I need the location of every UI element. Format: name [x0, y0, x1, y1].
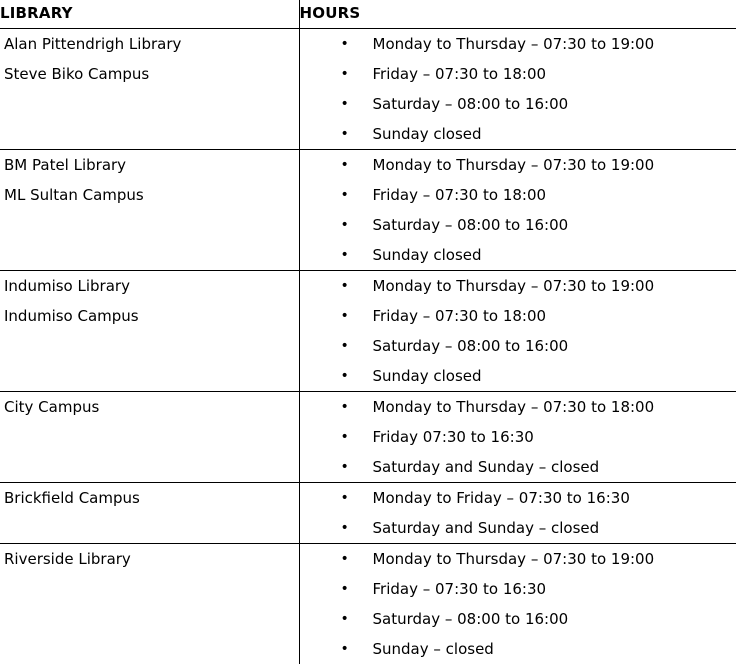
table-row: [0, 392, 736, 483]
bullet-icon: •: [340, 581, 349, 597]
library-column-header: LIBRARY: [0, 0, 299, 29]
hours-list-item: [300, 89, 736, 119]
hours-list: [300, 483, 736, 543]
hours-text: Sunday closed: [372, 367, 482, 385]
campus-name: Steve Biko Campus: [4, 65, 150, 83]
library-name-cell: [0, 544, 299, 665]
table-row: [0, 483, 736, 544]
library-name: City Campus: [4, 398, 100, 416]
hours-text: Saturday and Sunday – closed: [372, 519, 600, 537]
hours-list: [300, 150, 736, 270]
hours-list-item: [300, 452, 736, 482]
hours-text: Friday – 07:30 to 18:00: [372, 65, 547, 83]
bullet-icon: •: [340, 490, 349, 506]
bullet-icon: •: [340, 308, 349, 324]
hours-cell: [299, 483, 736, 544]
bullet-icon: •: [340, 429, 349, 445]
hours-text: Sunday closed: [372, 246, 482, 264]
hours-list-item: [300, 240, 736, 270]
hours-list-item: [300, 331, 736, 361]
hours-list-item: [300, 271, 736, 301]
hours-text: Sunday – closed: [372, 640, 494, 658]
library-name: Indumiso Library: [4, 277, 130, 295]
hours-list-item: [300, 483, 736, 513]
library-name-cell: [0, 29, 299, 150]
hours-text: Friday 07:30 to 16:30: [372, 428, 534, 446]
hours-list: [300, 29, 736, 149]
hours-list-item: [300, 422, 736, 452]
hours-list-item: [300, 119, 736, 149]
bullet-icon: •: [340, 217, 349, 233]
library-name-cell: [0, 150, 299, 271]
bullet-icon: •: [340, 551, 349, 567]
bullet-icon: •: [340, 126, 349, 142]
bullet-icon: •: [340, 338, 349, 354]
hours-text: Sunday closed: [372, 125, 482, 143]
table-row: [0, 29, 736, 150]
bullet-icon: •: [340, 520, 349, 536]
bullet-icon: •: [340, 611, 349, 627]
hours-list-item: [300, 361, 736, 391]
bullet-icon: •: [340, 278, 349, 294]
hours-text: Monday to Thursday – 07:30 to 18:00: [372, 398, 655, 416]
hours-list-item: [300, 604, 736, 634]
bullet-icon: •: [340, 247, 349, 263]
hours-cell: [299, 150, 736, 271]
hours-list-item: [300, 150, 736, 180]
hours-list-item: [300, 544, 736, 574]
campus-name: ML Sultan Campus: [4, 186, 144, 204]
hours-text: Friday – 07:30 to 18:00: [372, 186, 547, 204]
bullet-icon: •: [340, 399, 349, 415]
hours-text: Monday to Thursday – 07:30 to 19:00: [372, 550, 655, 568]
hours-cell: [299, 544, 736, 665]
table-row: [0, 271, 736, 392]
hours-text: Monday to Thursday – 07:30 to 19:00: [372, 35, 655, 53]
bullet-icon: •: [340, 368, 349, 384]
bullet-icon: •: [340, 641, 349, 657]
table-row: [0, 544, 736, 665]
hours-text: Friday – 07:30 to 16:30: [372, 580, 547, 598]
library-rows: [0, 29, 736, 665]
hours-list-item: [300, 59, 736, 89]
bullet-icon: •: [340, 66, 349, 82]
hours-text: Saturday – 08:00 to 16:00: [372, 95, 569, 113]
hours-cell: [299, 392, 736, 483]
table-header-row: [0, 0, 736, 29]
hours-list-item: [300, 210, 736, 240]
table-row: [0, 150, 736, 271]
hours-text: Saturday – 08:00 to 16:00: [372, 610, 569, 628]
hours-cell: [299, 271, 736, 392]
hours-text: Saturday – 08:00 to 16:00: [372, 337, 569, 355]
bullet-icon: •: [340, 96, 349, 112]
campus-name: Indumiso Campus: [4, 307, 139, 325]
hours-text: Monday to Friday – 07:30 to 16:30: [372, 489, 630, 507]
hours-list-item: [300, 301, 736, 331]
hours-list-item: [300, 574, 736, 604]
library-name-cell: [0, 483, 299, 544]
hours-text: Friday – 07:30 to 18:00: [372, 307, 547, 325]
bullet-icon: •: [340, 459, 349, 475]
library-name: Brickfield Campus: [4, 489, 140, 507]
hours-text: Monday to Thursday – 07:30 to 19:00: [372, 277, 655, 295]
hours-list-item: [300, 634, 736, 664]
library-name: BM Patel Library: [4, 156, 127, 174]
hours-list: [300, 271, 736, 391]
library-name-cell: [0, 392, 299, 483]
hours-text: Monday to Thursday – 07:30 to 19:00: [372, 156, 655, 174]
bullet-icon: •: [340, 157, 349, 173]
hours-text: Saturday and Sunday – closed: [372, 458, 600, 476]
bullet-icon: •: [340, 36, 349, 52]
library-name-cell: [0, 271, 299, 392]
hours-list: [300, 544, 736, 664]
hours-cell: [299, 29, 736, 150]
library-name: Alan Pittendrigh Library: [4, 35, 182, 53]
hours-column-header: HOURS: [299, 0, 736, 29]
hours-list: [300, 392, 736, 482]
hours-list-item: [300, 180, 736, 210]
hours-list-item: [300, 29, 736, 59]
library-name: Riverside Library: [4, 550, 131, 568]
hours-text: Saturday – 08:00 to 16:00: [372, 216, 569, 234]
bullet-icon: •: [340, 187, 349, 203]
hours-list-item: [300, 513, 736, 543]
hours-list-item: [300, 392, 736, 422]
